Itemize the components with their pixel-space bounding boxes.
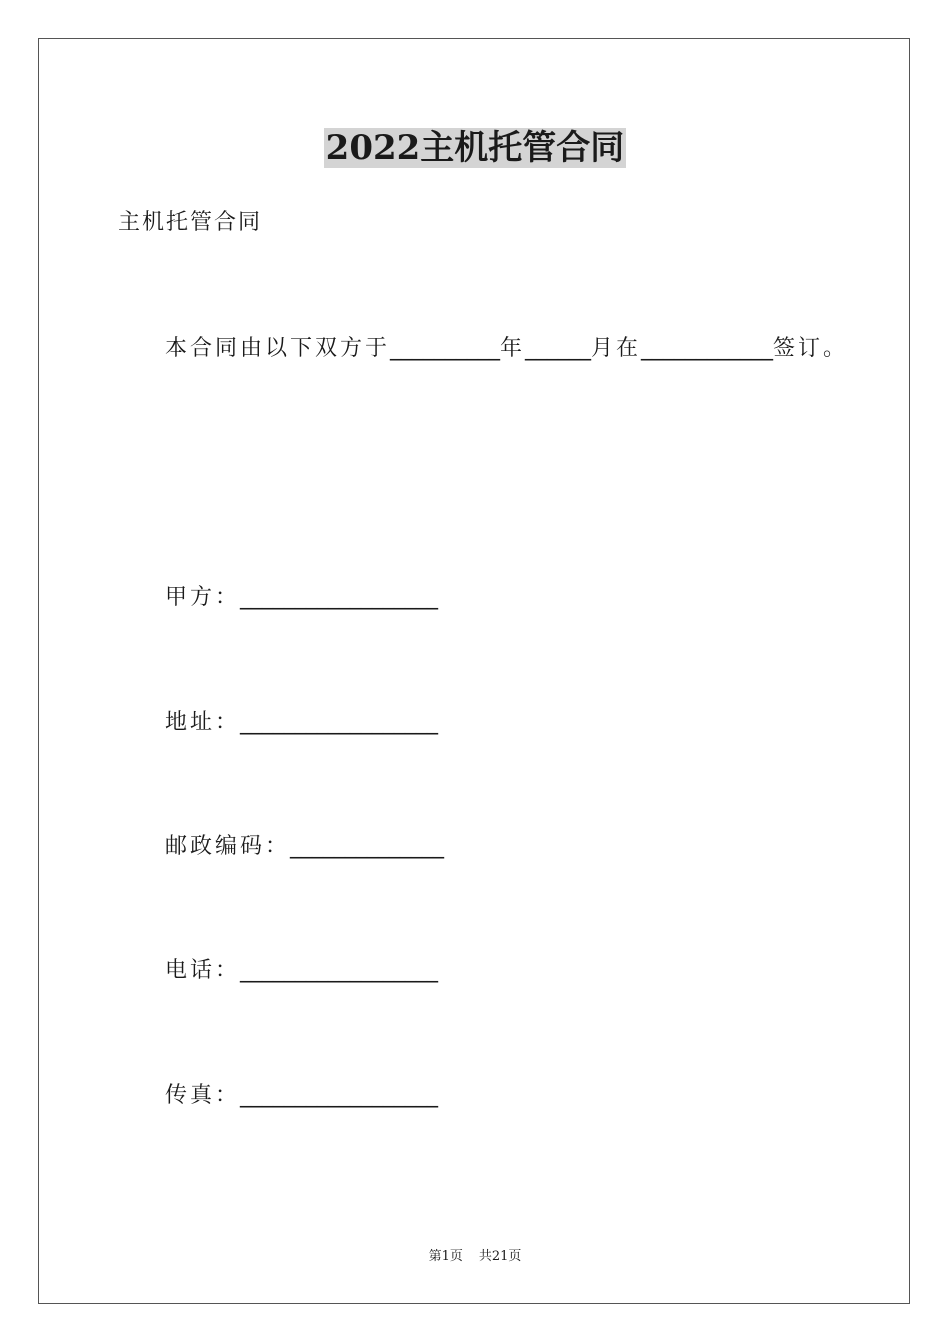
intro-prefix: 本合同由以下双方于 [165, 336, 391, 361]
field-blank[interactable]: __________________ [240, 585, 439, 610]
year-blank[interactable]: __________ [390, 336, 501, 361]
field-label: 传真： [165, 1083, 241, 1108]
intro-sentence [165, 334, 848, 364]
document-title [0, 126, 950, 170]
place-blank[interactable]: ____________ [641, 336, 774, 361]
document-subtitle: 主机托管合同 [118, 210, 263, 235]
field-label: 甲方： [165, 585, 241, 610]
field-blank[interactable]: __________________ [240, 958, 439, 983]
month-label: 月在 [591, 336, 642, 361]
page-current: 第1页 [428, 1249, 463, 1264]
field-postal-code [165, 832, 444, 862]
field-fax [165, 1081, 438, 1111]
field-label: 邮政编码： [165, 834, 291, 859]
field-label: 地址： [165, 710, 241, 735]
page-footer [0, 1248, 950, 1266]
field-party-a [165, 583, 438, 613]
field-blank[interactable]: __________________ [240, 710, 439, 735]
field-blank[interactable]: ______________ [290, 834, 445, 859]
document-title-text: 2022主机托管合同 [325, 128, 625, 168]
field-label: 电话： [165, 958, 241, 983]
field-address [165, 708, 438, 738]
field-blank[interactable]: __________________ [240, 1083, 439, 1108]
intro-suffix: 签订。 [773, 336, 849, 361]
page-total: 共21页 [478, 1249, 522, 1264]
year-label: 年 [500, 336, 526, 361]
field-phone [165, 956, 438, 986]
month-blank[interactable]: ______ [525, 336, 592, 361]
